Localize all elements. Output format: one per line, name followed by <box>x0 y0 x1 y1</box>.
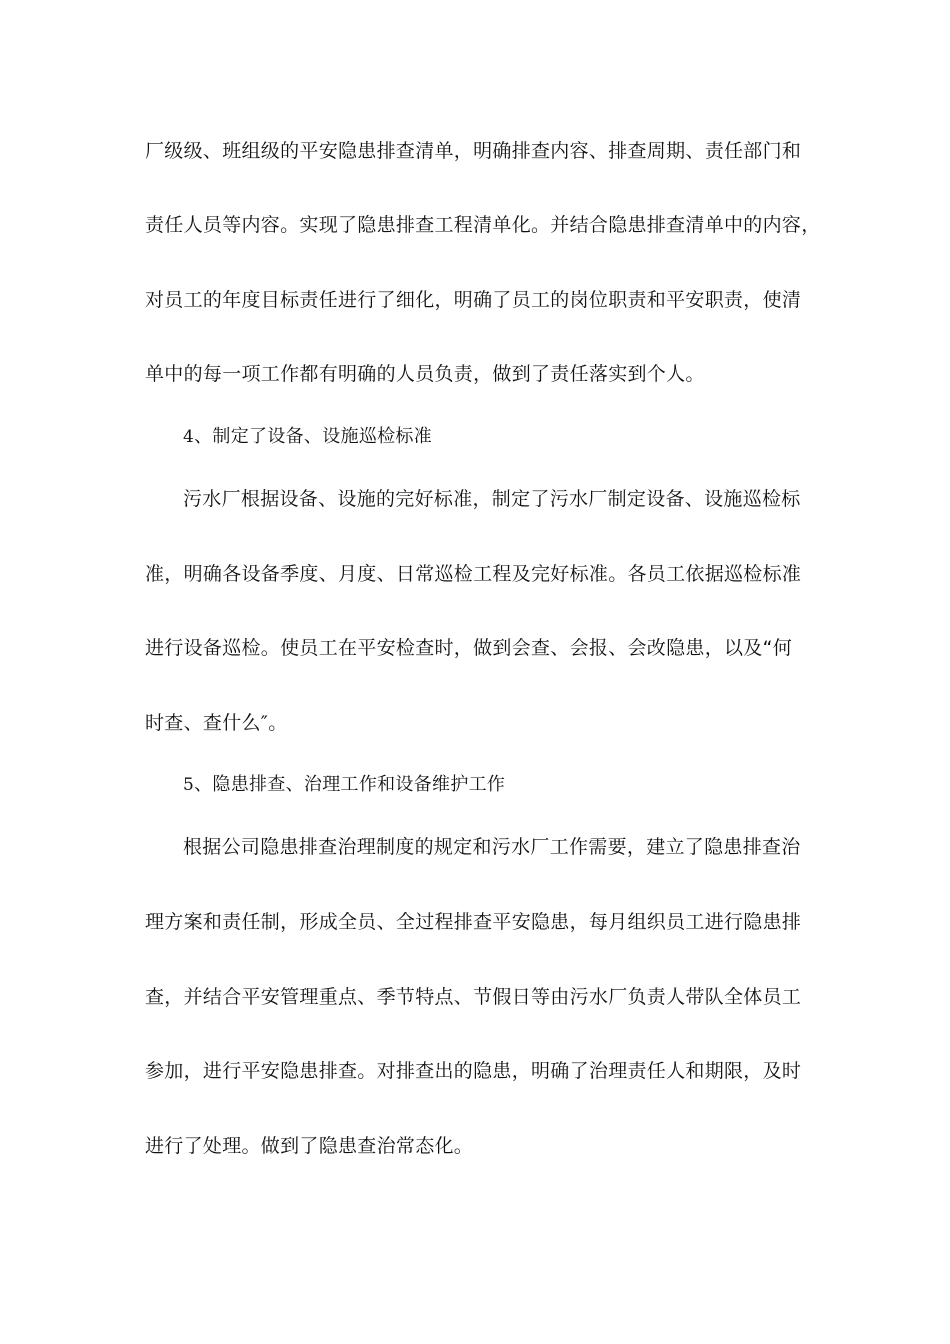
paragraph-line: 根据公司隐患排查治理制度的规定和污水厂工作需要，建立了隐患排查治 <box>183 836 801 858</box>
paragraph-line: 时查、查什么″。 <box>145 712 288 734</box>
section-heading-text: 、隐患排查、治理工作和设备维护工作 <box>194 774 506 795</box>
paragraph-line: 厂级级、班组级的平安隐患排查清单，明确排查内容、排查周期、责任部门和 <box>145 140 802 162</box>
paragraph-line: 查，并结合平安管理重点、季节特点、节假日等由污水厂负责人带队全体员工 <box>145 986 802 1008</box>
paragraph-line: 污水厂根据设备、设施的完好标准，制定了污水厂制定设备、设施巡检标 <box>183 488 801 510</box>
paragraph-line: 参加，进行平安隐患排查。对排查出的隐患，明确了治理责任人和期限，及时 <box>145 1060 802 1082</box>
paragraph-line: 准，明确各设备季度、月度、日常巡检工程及完好标准。各员工依据巡检标准 <box>145 563 802 585</box>
section-heading-5 <box>183 772 843 798</box>
paragraph-line: 对员工的年度目标责任进行了细化，明确了员工的岗位职责和平安职责，使清 <box>145 289 802 311</box>
section-number: 4 <box>183 427 195 447</box>
section-number: 5 <box>183 775 195 795</box>
paragraph-line: 单中的每一项工作都有明确的人员负责，做到了责任落实到个人。 <box>145 363 705 385</box>
section-heading-4 <box>183 424 843 450</box>
paragraph-line: 进行设备巡检。使员工在平安检查时，做到会查、会报、会改隐患，以及“何 <box>145 637 793 659</box>
section-heading-text: 、制定了设备、设施巡检标准 <box>194 426 433 447</box>
paragraph-line: 进行了处理。做到了隐患查治常态化。 <box>145 1135 474 1157</box>
paragraph-line: 责任人员等内容。实现了隐患排查工程清单化。并结合隐患排查清单中的内容， <box>145 214 821 236</box>
paragraph-line: 理方案和责任制，形成全员、全过程排查平安隐患，每月组织员工进行隐患排 <box>145 911 802 933</box>
